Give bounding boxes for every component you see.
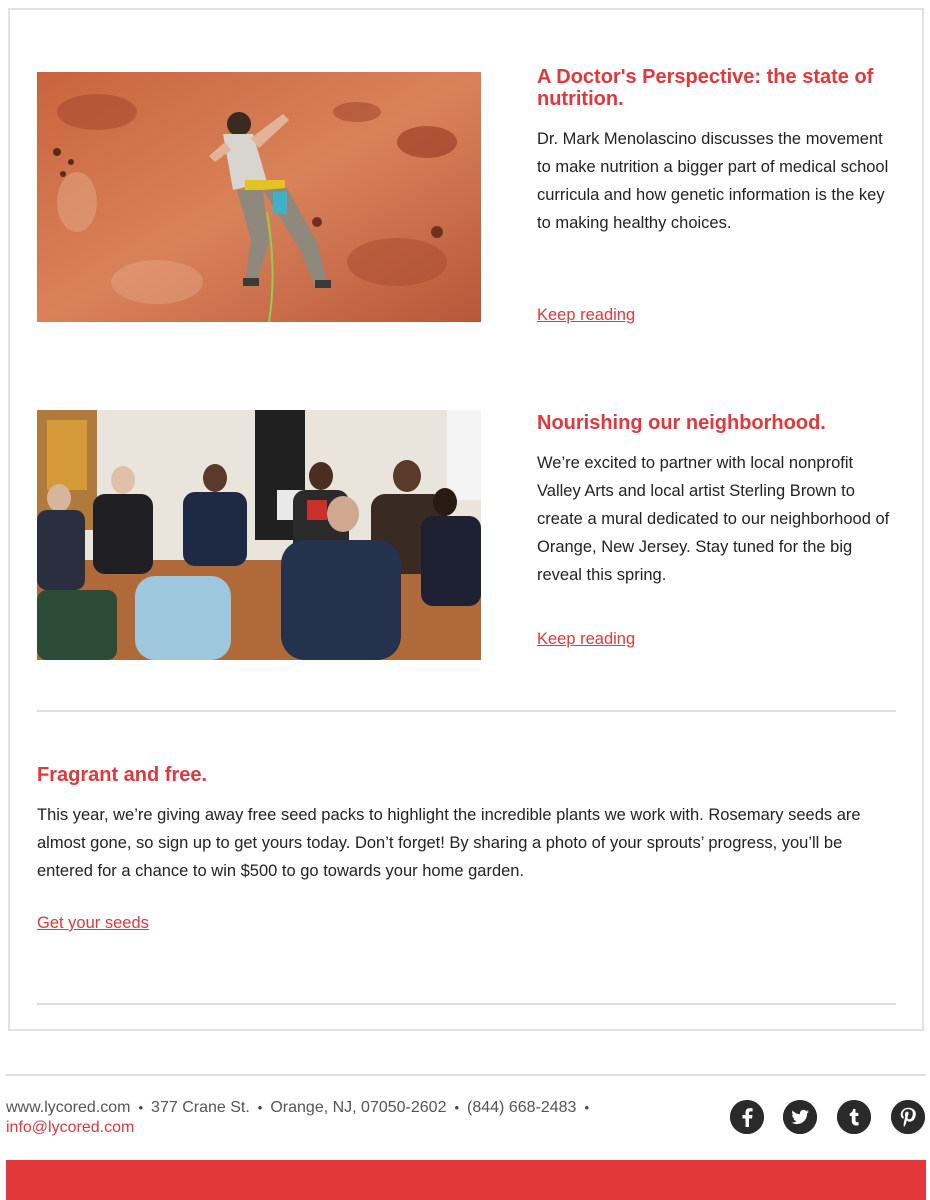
article-body: Dr. Mark Menolascino discusses the movement to make nutrition a bigger part of medical school curricula and how genetic information is the key to making healthy choices. — [537, 130, 889, 232]
keep-reading-link[interactable]: Keep reading — [537, 306, 636, 324]
city-address: Orange, NJ, 07050-2602 — [270, 1099, 447, 1116]
separator: • — [454, 1100, 460, 1115]
separator: • — [257, 1100, 263, 1115]
tumblr-icon[interactable] — [837, 1100, 871, 1134]
footer-contact — [6, 1098, 696, 1138]
feature-title: Fragrant and free. — [37, 764, 208, 786]
email-link[interactable]: info@lycored.com — [6, 1119, 135, 1136]
article-title: Nourishing our neighborhood. — [537, 412, 826, 434]
feature-section — [37, 764, 896, 933]
article-doctor — [537, 66, 899, 324]
facebook-icon[interactable] — [730, 1100, 764, 1134]
article-title: A Doctor's Perspective: the state of nutrition. — [537, 66, 874, 110]
keep-reading-link[interactable]: Keep reading — [537, 630, 636, 648]
community-meeting-image[interactable] — [37, 410, 481, 660]
article-body: We’re excited to partner with local nonprofit Valley Arts and local artist Sterling Brown to create a mural dedicated to our neighborhood of Orange, New Jersey. Stay tuned for the big reveal this spring. — [537, 454, 890, 584]
feature-body: This year, we’re giving away free seed packs to highlight the incredible plants we work with. Rosemary seeds are almost gone, so sign up to get yours today. Don’t forget! By sharing a photo of your sprouts’ progress, you’ll be entered for a chance to win $500 to go towards your home garden. — [37, 806, 861, 880]
pinterest-icon[interactable] — [891, 1100, 925, 1134]
section-divider — [37, 1003, 896, 1005]
get-seeds-link[interactable]: Get your seeds — [37, 914, 149, 932]
phone-number: (844) 668-2483 — [467, 1099, 577, 1116]
separator: • — [138, 1100, 144, 1115]
street-address: 377 Crane St. — [151, 1099, 250, 1116]
section-divider — [37, 710, 896, 712]
separator: • — [584, 1100, 590, 1115]
footer-brand-bar — [6, 1160, 926, 1200]
article-neighborhood — [537, 412, 899, 648]
website-link[interactable]: www.lycored.com — [6, 1099, 131, 1116]
twitter-icon[interactable] — [783, 1100, 817, 1134]
footer-divider — [6, 1074, 926, 1076]
rock-climber-image[interactable] — [37, 72, 481, 322]
